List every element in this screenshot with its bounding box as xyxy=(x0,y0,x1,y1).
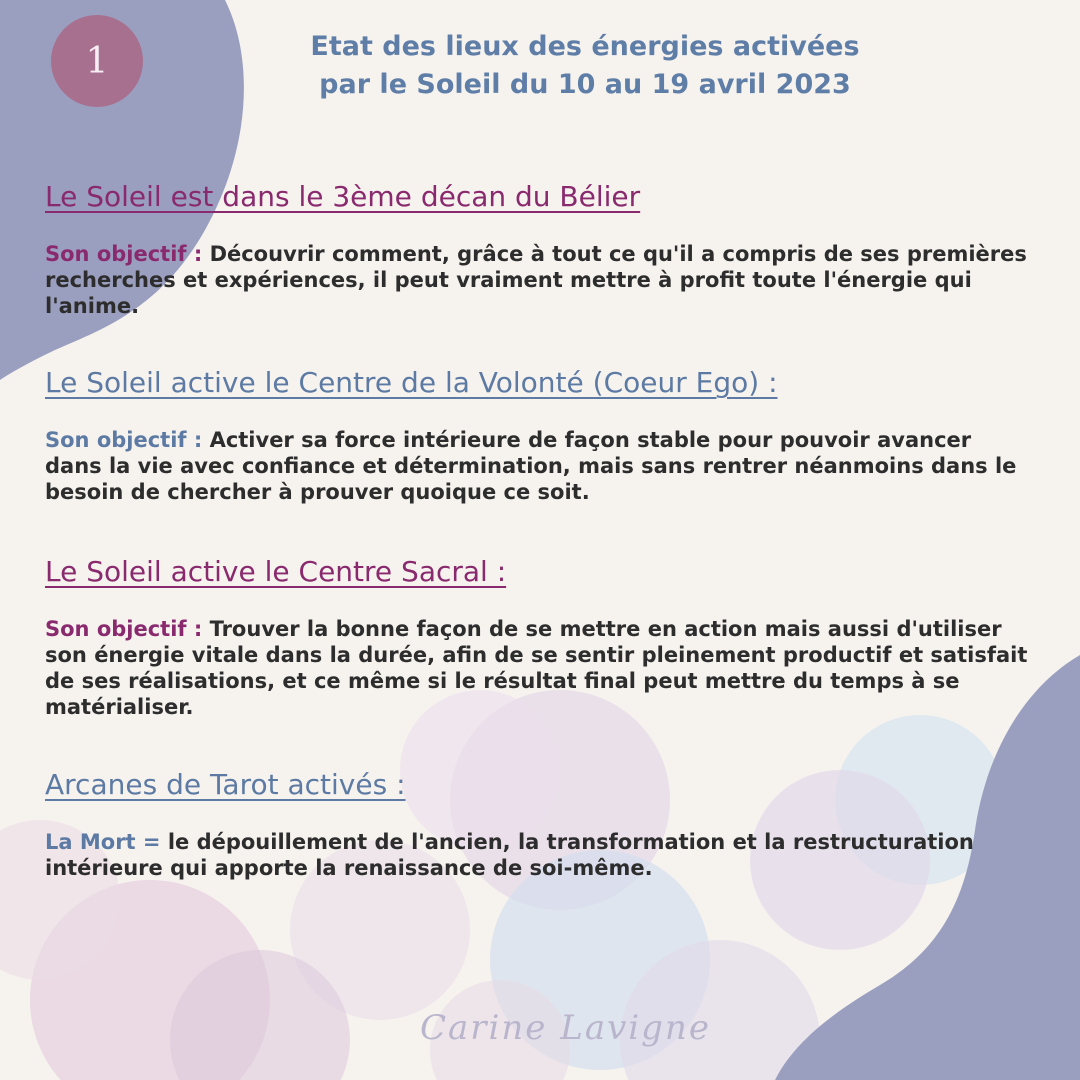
section-heading: Le Soleil active le Centre de la Volonté (Coeur Ego) : xyxy=(45,366,778,399)
page-title xyxy=(250,28,920,104)
section-label: Son objectif : xyxy=(45,428,203,452)
section-tarot xyxy=(45,768,1035,881)
section-body xyxy=(45,427,1035,505)
section-text: le dépouillement de l'ancien, la transformation et la restructuration intérieure qui apporte la renaissance de soi-même. xyxy=(45,830,974,880)
section-decan xyxy=(45,180,1035,319)
section-label: La Mort = xyxy=(45,830,161,854)
page-title-line-1: Etat des lieux des énergies activées xyxy=(310,31,860,62)
section-heading: Le Soleil est dans le 3ème décan du Bélier xyxy=(45,180,641,213)
section-label: Son objectif : xyxy=(45,242,203,266)
page-number: 1 xyxy=(85,40,109,82)
section-label: Son objectif : xyxy=(45,617,203,641)
section-body xyxy=(45,616,1035,720)
section-body xyxy=(45,241,1035,319)
section-sacral xyxy=(45,555,1035,720)
section-heading: Le Soleil active le Centre Sacral : xyxy=(45,555,507,588)
section-body xyxy=(45,829,1035,881)
page-title-line-2: par le Soleil du 10 au 19 avril 2023 xyxy=(319,69,851,100)
page-number-badge xyxy=(51,15,143,107)
section-text: Trouver la bonne façon de se mettre en action mais aussi d'utiliser son énergie vitale dans la durée, afin de se sentir pleinement productif et satisfait de ses réalisations, et ce même si le résultat final peut mettre du temps à se matérialiser. xyxy=(45,617,1028,719)
section-heading: Arcanes de Tarot activés : xyxy=(45,768,406,801)
section-text: Découvrir comment, grâce à tout ce qu'il a compris de ses premières recherches et expériences, il peut vraiment mettre à profit toute l'énergie qui l'anime. xyxy=(45,242,1027,318)
section-volonte xyxy=(45,366,1035,505)
section-text: Activer sa force intérieure de façon stable pour pouvoir avancer dans la vie avec confiance et détermination, mais sans rentrer néanmoins dans le besoin de chercher à prouver quoique ce soit. xyxy=(45,428,1017,504)
signature-watermark: Carine Lavigne xyxy=(420,1008,711,1048)
